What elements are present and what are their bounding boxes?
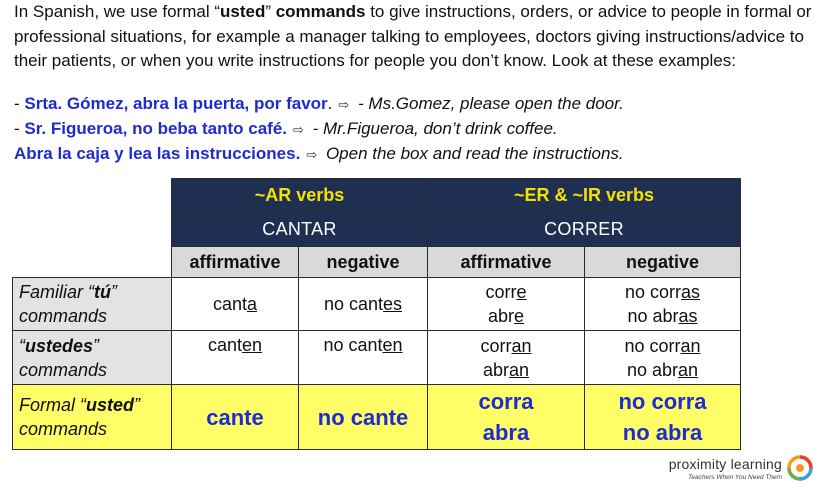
example-line-2 [14, 117, 558, 142]
example-spanish: Abra la caja y lea las instrucciones. [14, 144, 301, 163]
arrow-icon: ⇨ [306, 147, 318, 162]
intro-paragraph [14, 0, 814, 74]
subheader-negative: negative [585, 247, 741, 278]
verb-header-correr: CORRER [428, 212, 741, 247]
subheader-negative: negative [299, 247, 428, 278]
example-english: Open the box and read the instructions. [321, 144, 624, 163]
example-punct: . [327, 94, 333, 113]
cell-ar-negative: no cantes [299, 278, 428, 331]
group-header-er-ir: ~ER & ~IR verbs [428, 179, 741, 212]
group-header-ar: ~AR verbs [172, 179, 428, 212]
arrow-icon: ⇨ [293, 122, 304, 137]
verb-header-cantar: CANTAR [172, 212, 428, 247]
cell-er-affirmative: corre abre [428, 278, 585, 331]
cell-ar-affirmative: cante [172, 385, 299, 450]
example-spanish: Srta. Gómez, abra la puerta, por favor [24, 94, 328, 113]
table-corner [13, 247, 172, 278]
table-corner [13, 212, 172, 247]
intro-text: ” [265, 2, 276, 21]
example-spanish: Sr. Figueroa, no beba tanto café. [24, 119, 287, 138]
command-conjugation-table [12, 178, 741, 450]
example-english: - Mr.Figueroa, don’t drink coffee. [307, 119, 558, 138]
row-label-usted: Formal “usted” commands [13, 385, 172, 450]
cell-er-affirmative: corra abra [428, 385, 585, 450]
cell-ar-negative: no canten [299, 331, 428, 385]
proximity-learning-logo [669, 456, 782, 481]
table-row-usted [13, 385, 741, 450]
example-prefix: - [14, 119, 25, 138]
table-corner [13, 179, 172, 212]
cell-er-negative: no corras no abras [585, 278, 741, 331]
cell-ar-negative: no cante [299, 385, 428, 450]
intro-text: to give instructions, orders, or advice to people in formal or professional situations, for example a manager talking to employees, doctors giving instructions/advice to their patients, or when you write instructions for people you don’t know. Look at these examples: [14, 2, 812, 70]
subheader-affirmative: affirmative [172, 247, 299, 278]
table-row-tu [13, 278, 741, 331]
intro-bold-usted: usted [219, 2, 266, 21]
table-row-ustedes [13, 331, 741, 385]
example-english: - Ms.Gomez, please open the door. [353, 94, 624, 113]
intro-text: In Spanish, we use formal “ [14, 2, 220, 21]
subheader-affirmative: affirmative [428, 247, 585, 278]
example-line-3 [14, 142, 624, 167]
swirl-logo-icon [786, 454, 814, 482]
logo-tagline: Teachers When You Need Them [688, 474, 782, 481]
logo-name: proximity learning [668, 456, 782, 472]
row-label-ustedes: “ustedes” commands [13, 331, 172, 385]
example-line-1 [14, 92, 624, 117]
intro-bold-commands: commands [275, 2, 366, 21]
example-prefix: - [14, 94, 25, 113]
cell-er-affirmative: corran abran [428, 331, 585, 385]
cell-ar-affirmative: canten [172, 331, 299, 385]
cell-ar-affirmative: canta [172, 278, 299, 331]
row-label-tu: Familiar “tú” commands [13, 278, 172, 331]
cell-er-negative: no corra no abra [585, 385, 741, 450]
cell-er-negative: no corran no abran [585, 331, 741, 385]
arrow-icon: ⇨ [338, 97, 350, 112]
